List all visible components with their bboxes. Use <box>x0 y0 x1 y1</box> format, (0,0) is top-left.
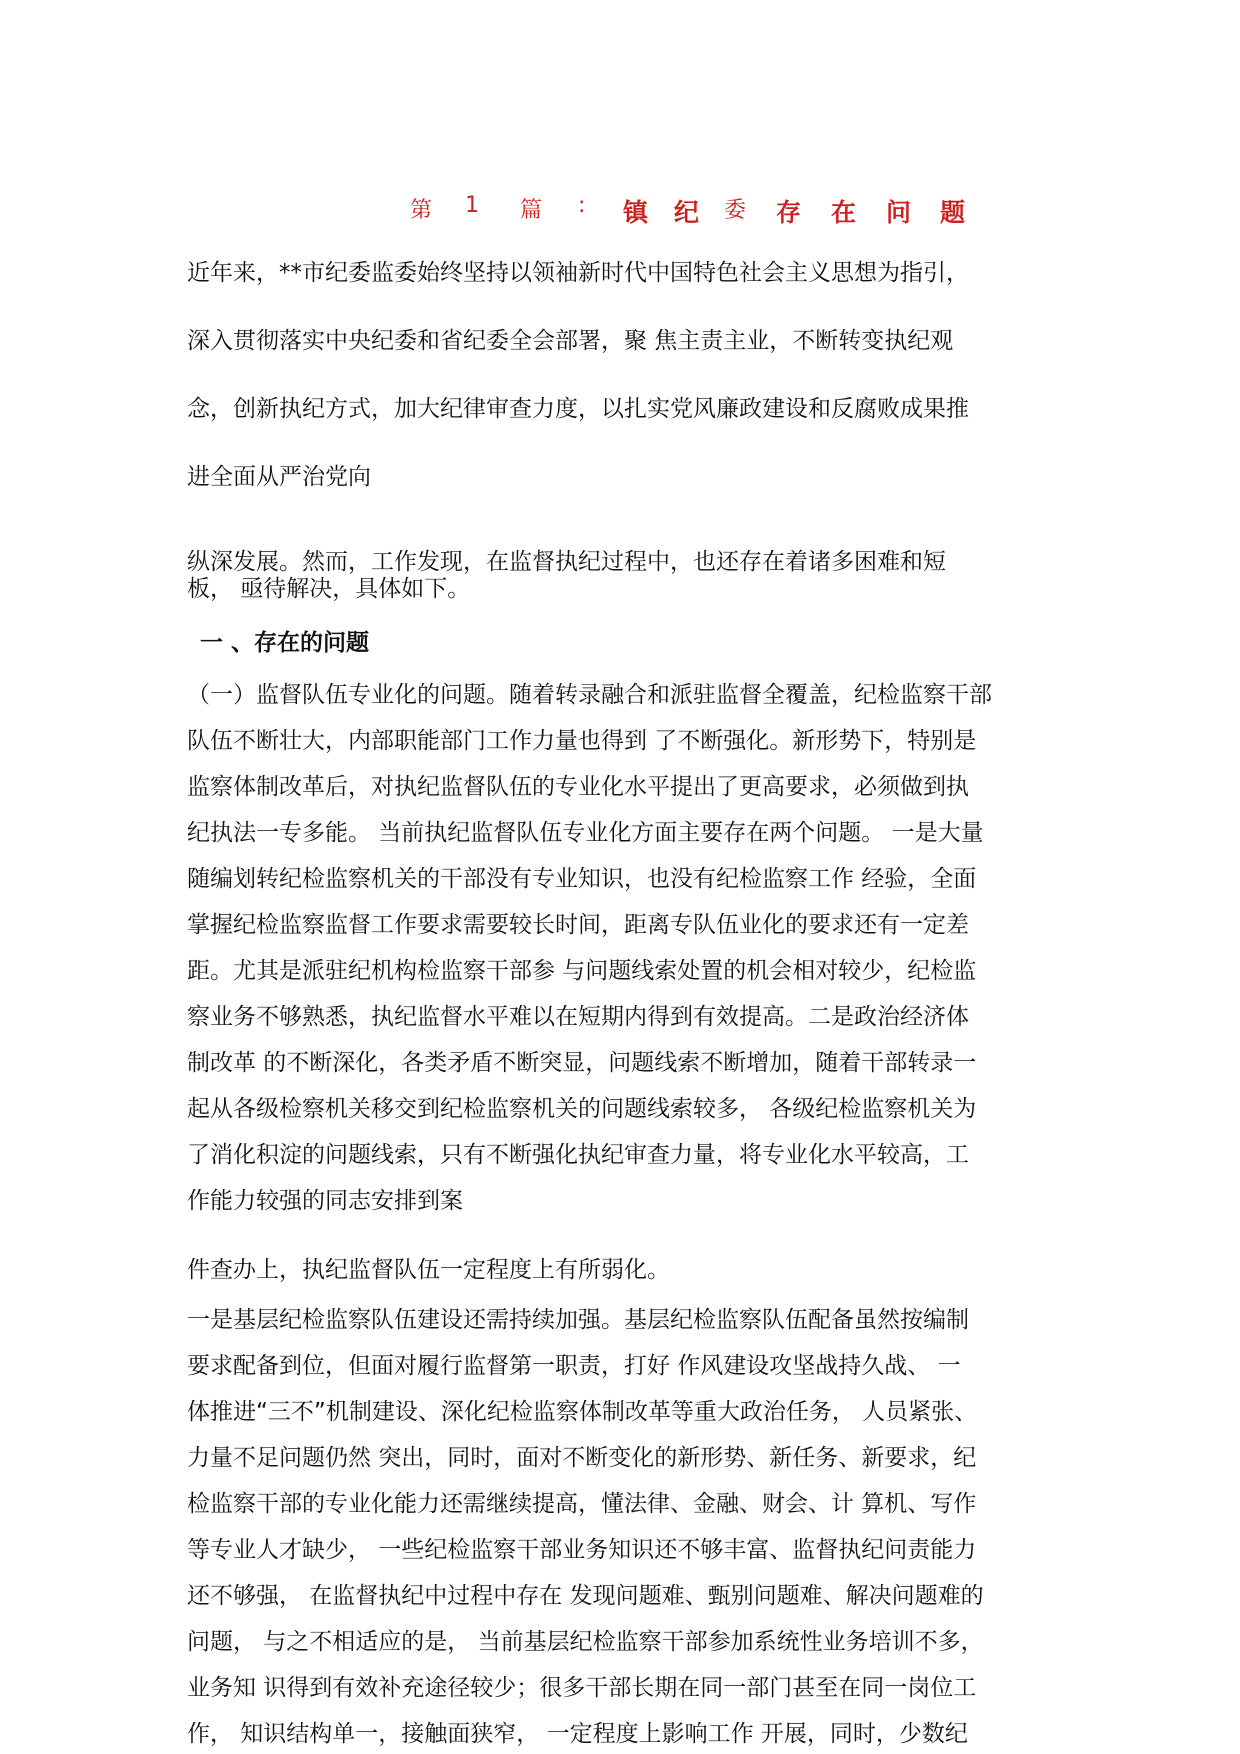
paragraph-line: 等专业人才缺少， 一些纪检监察干部业务知识还不够丰富、监督执纪问责能力 <box>187 1537 977 1563</box>
intro-line: 板， 亟待解决，具体如下。 <box>187 576 471 602</box>
title-part: 在 <box>831 198 857 227</box>
paragraph-line: 件查办上，执纪监督队伍一定程度上有所弱化。 <box>187 1257 670 1283</box>
paragraph-line: 监察体制改革后，对执纪监督队伍的专业化水平提出了更高要求，必须做到执 <box>187 774 969 800</box>
paragraph-line: 检监察干部的专业化能力还需继续提高，懂法律、金融、财会、计 算机、写作 <box>187 1491 977 1517</box>
intro-line: 近年来，**市纪委监委始终坚持以领袖新时代中国特色社会主义思想为指引， <box>187 260 969 286</box>
paragraph-line: 了消化积淀的问题线索，只有不断强化执纪审查力量，将专业化水平较高，工 <box>187 1142 969 1168</box>
paragraph-line: 作， 知识结构单一，接触面狭窄， 一定程度上影响工作 开展，同时，少数纪 <box>187 1721 968 1747</box>
intro-line: 深入贯彻落实中央纪委和省纪委全会部署，聚 焦主责主业，不断转变执纪观 <box>187 328 954 354</box>
title-part: 篇 <box>520 198 543 223</box>
paragraph-line: 距。尤其是派驻纪机构检监察干部参 与问题线索处置的机会相对较少，纪检监 <box>187 958 977 984</box>
paragraph-line: 队伍不断壮大，内部职能部门工作力量也得到 了不断强化。新形势下，特别是 <box>187 728 977 754</box>
paragraph-line: 起从各级检察机关移交到纪检监察机关的问题线索较多， 各级纪检监察机关为 <box>187 1096 977 1122</box>
title-part: 1 <box>465 193 479 218</box>
paragraph-line: 一是基层纪检监察队伍建设还需持续加强。基层纪检监察队伍配备虽然按编制 <box>187 1307 969 1333</box>
title-part: 第 <box>410 198 433 223</box>
paragraph-line: 体推进“三不”机制建设、深化纪检监察体制改革等重大政治任务， 人员紧张、 <box>187 1399 978 1425</box>
intro-line: 念，创新执纪方式，加大纪律审查力度，以扎实党风廉政建设和反腐败成果推 <box>187 396 969 422</box>
paragraph-line: 随编划转纪检监察机关的干部没有专业知识，也没有纪检监察工作 经验，全面 <box>187 866 977 892</box>
paragraph-line: 制改革 的不断深化，各类矛盾不断突显，问题线索不断增加，随着干部转录一 <box>187 1050 977 1076</box>
title-part: 委 <box>724 198 747 223</box>
intro-line: 进全面从严治党向 <box>187 464 371 490</box>
paragraph-line: 问题， 与之不相适应的是， 当前基层纪检监察干部参加系统性业务培训不多， <box>187 1629 984 1655</box>
paragraph-line: 察业务不够熟悉，执纪监督水平难以在短期内得到有效提高。二是政治经济体 <box>187 1004 969 1030</box>
paragraph-line: 掌握纪检监察监督工作要求需要较长时间，距离专队伍业化的要求还有一定差 <box>187 912 969 938</box>
title-part: 镇 <box>623 198 649 227</box>
section-heading: 一 、存在的问题 <box>200 630 370 656</box>
title-part: 题 <box>940 198 966 227</box>
paragraph-line: （一）监督队伍专业化的问题。随着转录融合和派驻监督全覆盖，纪检监察干部 <box>187 682 992 708</box>
paragraph-line: 还不够强， 在监督执纪中过程中存在 发现问题难、甄别问题难、解决问题难的 <box>187 1583 984 1609</box>
paragraph-line: 纪执法一专多能。 当前执纪监督队伍专业化方面主要存在两个问题。 一是大量 <box>187 820 984 846</box>
title-part: : <box>578 193 586 218</box>
title-part: 问 <box>886 198 912 227</box>
paragraph-line: 业务知 识得到有效补充途径较少；很多干部长期在同一部门甚至在同一岗位工 <box>187 1675 977 1701</box>
intro-line: 纵深发展。然而，工作发现，在监督执纪过程中，也还存在着诸多困难和短 <box>187 549 946 575</box>
paragraph-line: 要求配备到位，但面对履行监督第一职责，打好 作风建设攻坚战持久战、 一 <box>187 1353 961 1379</box>
title-part: 纪 <box>674 198 700 227</box>
paragraph-line: 力量不足问题仍然 突出，同时，面对不断变化的新形势、新任务、新要求，纪 <box>187 1445 977 1471</box>
title-part: 存 <box>776 198 802 227</box>
paragraph-line: 作能力较强的同志安排到案 <box>187 1188 463 1214</box>
